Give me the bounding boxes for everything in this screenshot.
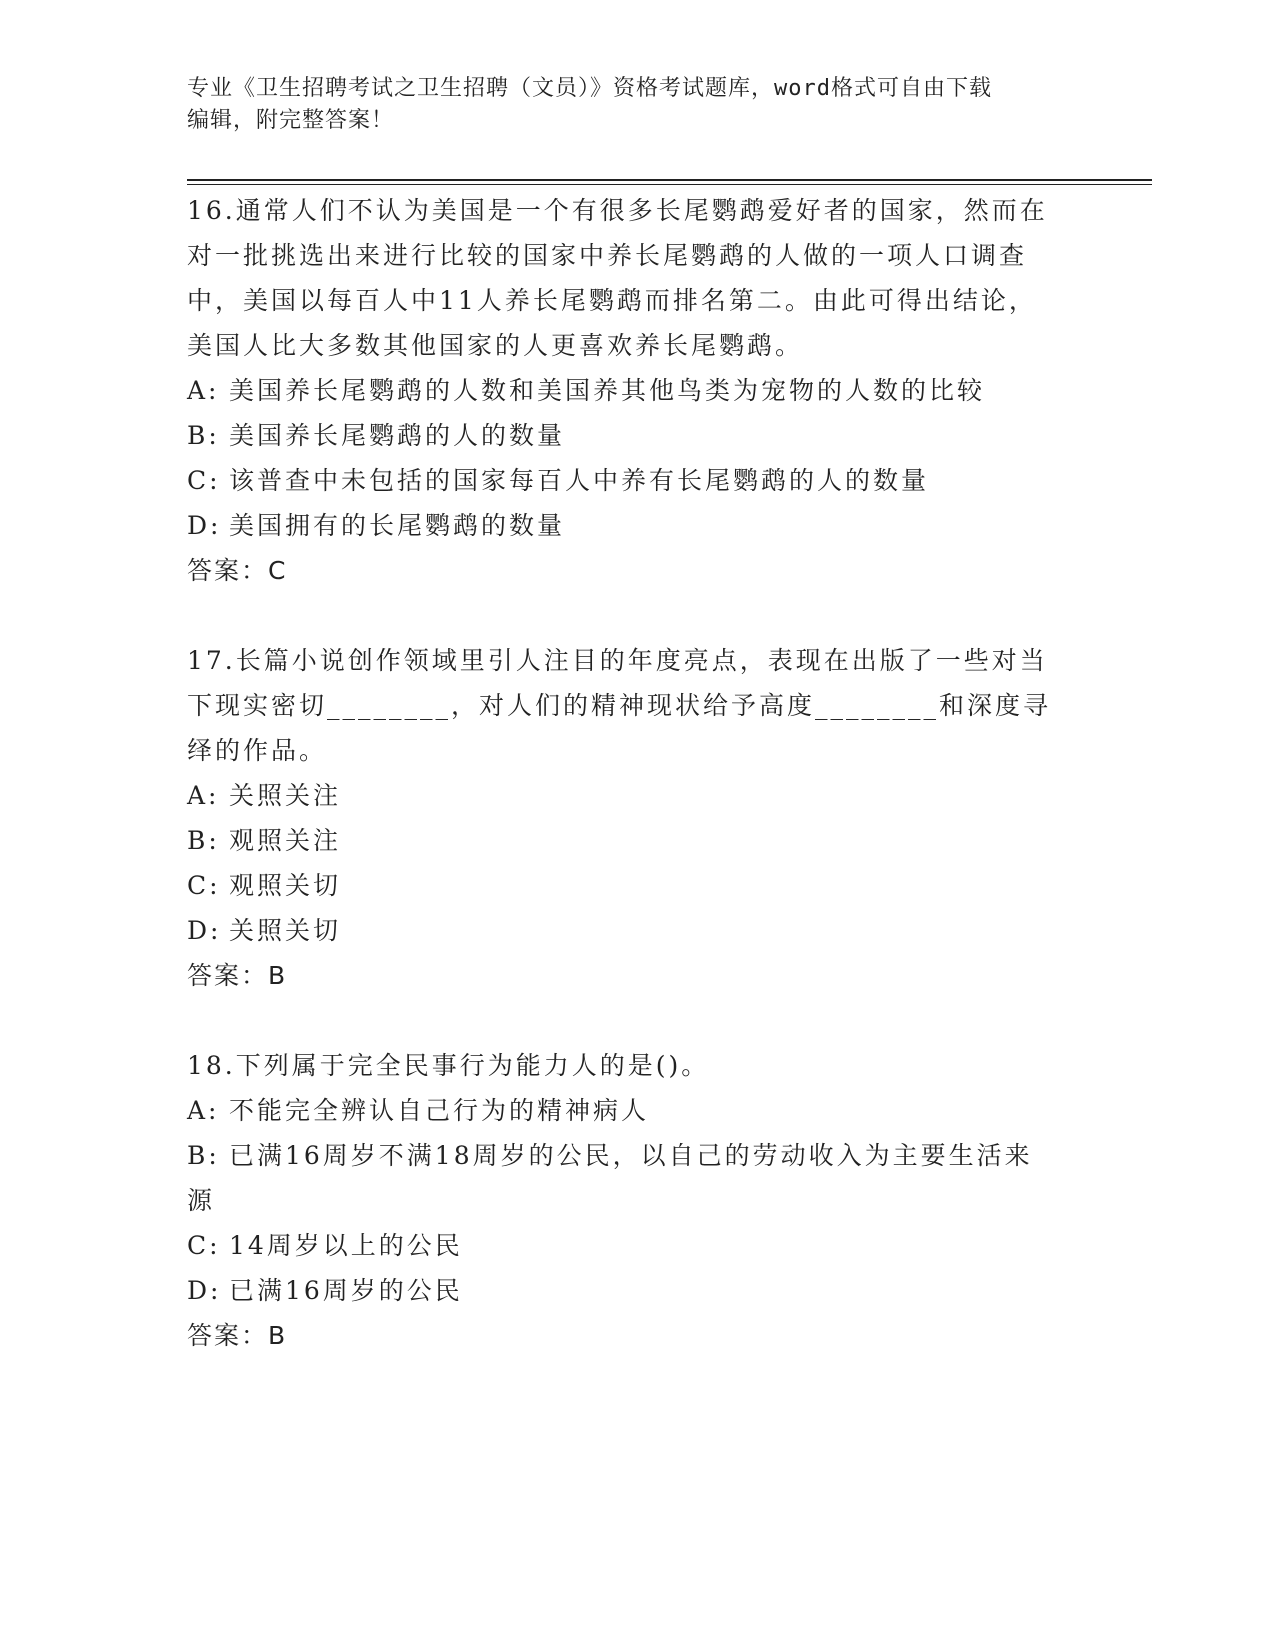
option-key: D:	[187, 1276, 222, 1305]
option-c	[187, 1223, 1087, 1268]
header-divider-thin	[187, 184, 1152, 185]
question-stem	[187, 638, 1087, 773]
stem-line: 美国人比大多数其他国家的人更喜欢养长尾鹦鹉。	[187, 331, 804, 360]
answer-line: 答案：B	[187, 961, 288, 990]
question-18	[187, 1043, 1087, 1358]
option-key: B:	[187, 826, 220, 855]
option-key: D:	[187, 511, 222, 540]
option-key: B:	[187, 1141, 220, 1170]
option-text: 已满16周岁不满18周岁的公民，以自己的劳动收入为主要生活来	[229, 1141, 1033, 1170]
option-text-continued: 源	[187, 1186, 216, 1215]
option-text: 关照关注	[229, 781, 342, 810]
option-a	[187, 773, 1087, 818]
option-key: D:	[187, 916, 222, 945]
option-text: 观照关注	[229, 826, 342, 855]
answer-line: 答案：C	[187, 556, 288, 585]
option-key: C:	[187, 871, 221, 900]
option-b	[187, 413, 1087, 458]
option-a	[187, 368, 1087, 413]
header-divider-thick	[187, 179, 1152, 181]
option-d	[187, 1268, 1087, 1313]
option-key: B:	[187, 421, 220, 450]
header-line-2: 编辑，附完整答案！	[187, 108, 395, 133]
option-text: 不能完全辨认自己行为的精神病人	[229, 1096, 650, 1125]
header-line-1: 专业《卫生招聘考试之卫生招聘（文员）》资格考试题库，word格式可自由下载	[187, 76, 992, 101]
stem-line: 绎的作品。	[187, 736, 328, 765]
option-key: A:	[187, 781, 220, 810]
option-key: A:	[187, 1096, 220, 1125]
question-stem	[187, 188, 1087, 368]
answer-line: 答案：B	[187, 1321, 288, 1350]
question-stem	[187, 1043, 1087, 1088]
option-c	[187, 458, 1087, 503]
option-d	[187, 908, 1087, 953]
stem-line: 18.下列属于完全民事行为能力人的是()。	[187, 1051, 710, 1080]
option-text: 观照关切	[229, 871, 342, 900]
stem-line: 中，美国以每百人中11人养长尾鹦鹉而排名第二。由此可得出结论，	[187, 286, 1037, 315]
option-text: 美国养长尾鹦鹉的人的数量	[229, 421, 566, 450]
stem-line: 对一批挑选出来进行比较的国家中养长尾鹦鹉的人做的一项人口调查	[187, 241, 1028, 270]
option-key: A:	[187, 376, 220, 405]
stem-line: 17.长篇小说创作领域里引人注目的年度亮点，表现在出版了一些对当	[187, 646, 1048, 675]
option-c	[187, 863, 1087, 908]
document-header	[187, 73, 1087, 137]
stem-line: 下现实密切________，对人们的精神现状给予高度________和深度寻	[187, 691, 1052, 720]
stem-line: 16.通常人们不认为美国是一个有很多长尾鹦鹉爱好者的国家，然而在	[187, 196, 1048, 225]
option-text: 已满16周岁的公民	[229, 1276, 463, 1305]
option-text: 美国拥有的长尾鹦鹉的数量	[229, 511, 566, 540]
option-d	[187, 503, 1087, 548]
option-key: C:	[187, 1231, 221, 1260]
question-list	[187, 188, 1087, 1403]
question-17	[187, 638, 1087, 998]
option-key: C:	[187, 466, 221, 495]
question-16	[187, 188, 1087, 593]
option-a	[187, 1088, 1087, 1133]
option-text: 14周岁以上的公民	[229, 1231, 463, 1260]
option-text: 该普查中未包括的国家每百人中养有长尾鹦鹉的人的数量	[229, 466, 930, 495]
option-b	[187, 1133, 1087, 1223]
option-b	[187, 818, 1087, 863]
option-text: 美国养长尾鹦鹉的人数和美国养其他鸟类为宠物的人数的比较	[229, 376, 986, 405]
option-text: 关照关切	[229, 916, 342, 945]
